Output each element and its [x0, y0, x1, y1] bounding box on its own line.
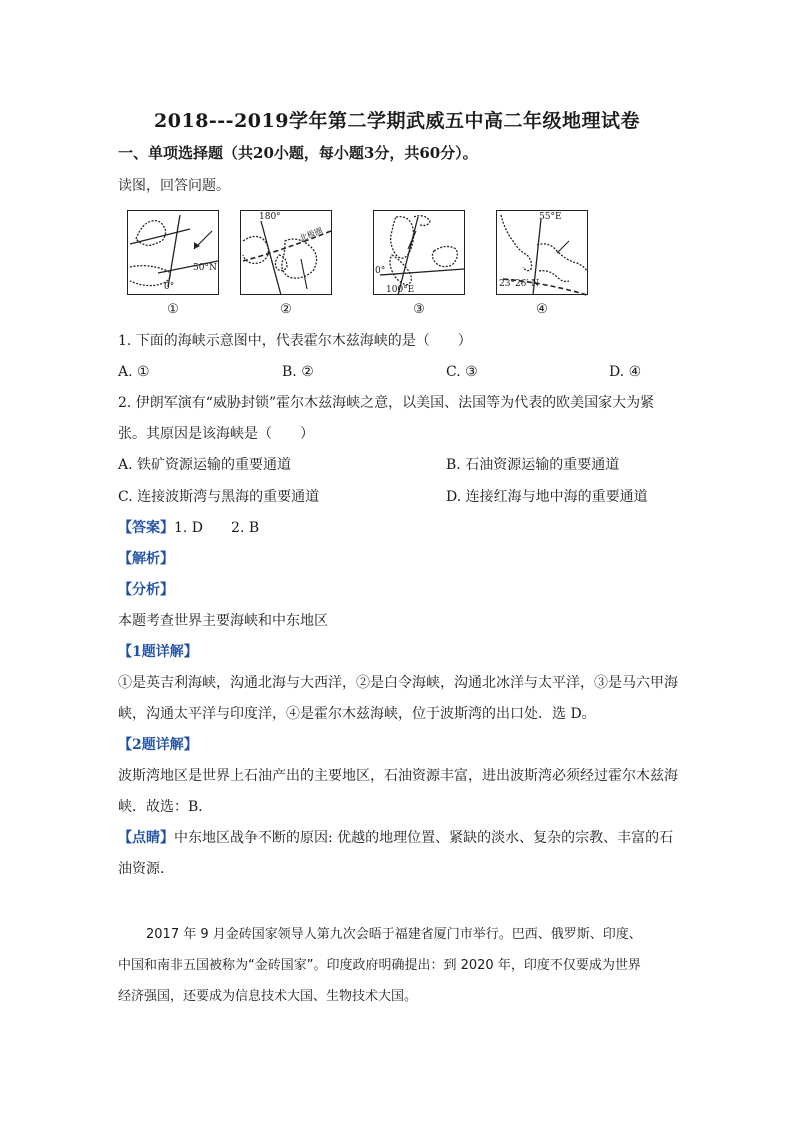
q1-option-a: A. ①: [118, 364, 150, 380]
map-3-malacca-strait: [373, 210, 465, 295]
map-1-lat: 50°N: [193, 263, 217, 273]
dianjing-label: 【点睛】: [118, 830, 174, 846]
detail1-label: 【1题详解】: [118, 644, 198, 660]
q1-option-b: B. ②: [282, 364, 314, 380]
answer-line: [118, 518, 259, 538]
analysis-label: 【解析】: [118, 551, 174, 567]
map-3-label: ③: [413, 302, 425, 317]
dianjing-line1: [118, 828, 673, 848]
q2-option-b: B. 石油资源运输的重要通道: [446, 457, 620, 473]
map-4-hormuz-strait: [496, 210, 588, 295]
passage-line3: 经济强国，还要成为信息技术大国、生物技术大国。: [118, 989, 418, 1004]
intro-text: 读图，回答问题。: [118, 178, 230, 194]
q2-option-a: A. 铁矿资源运输的重要通道: [118, 457, 292, 473]
q2-stem-line1: 2. 伊朗军演有“威胁封锁”霍尔木兹海峡之意，以美国、法国等为代表的欧美国家大为紧: [118, 395, 655, 411]
strait-maps: [127, 210, 602, 320]
q1-option-d: D. ④: [609, 364, 642, 380]
q1-stem: 1. 下面的海峡示意图中，代表霍尔木兹海峡的是（ ）: [118, 333, 472, 349]
q2-option-c: C. 连接波斯湾与黑海的重要通道: [118, 489, 320, 505]
passage-line2: 中国和南非五国被称为“金砖国家”。印度政府明确提出：到 2020 年，印度不仅要成为世界: [118, 958, 641, 973]
map-4-label: ④: [536, 302, 548, 317]
fenxi-label: 【分析】: [118, 582, 174, 598]
map-1-english-channel: [127, 210, 219, 295]
answer-label: 【答案】: [118, 520, 174, 536]
detail2-label: 【2题详解】: [118, 737, 198, 753]
dianjing-text: 中东地区战争不断的原因: 优越的地理位置、紧缺的淡水、复杂的宗教、丰富的石: [174, 830, 674, 846]
q2-stem-line2: 张。其原因是该海峡是（ ）: [118, 426, 314, 442]
detail1-line2: 峡，沟通太平洋与印度洋，④是霍尔木兹海峡，位于波斯湾的出口处．选 D。: [118, 706, 596, 722]
exam-title: 2018---2019学年第二学期武威五中高二年级地理试卷: [154, 110, 640, 132]
map-1-lon: 0°: [164, 282, 175, 292]
dianjing-line2: 油资源．: [118, 861, 174, 877]
map-2-label: ②: [280, 302, 292, 317]
answer-text: 1. D 2. B: [174, 520, 260, 536]
q2-option-d: D. 连接红海与地中海的重要通道: [446, 489, 648, 505]
map-2-circle-label: 北极圈: [298, 225, 324, 244]
map-1-label: ①: [167, 302, 179, 317]
detail2-line1: 波斯湾地区是世界上石油产出的主要地区，石油资源丰富，进出波斯湾必须经过霍尔木兹海: [118, 768, 678, 784]
map-2-bering-strait: [240, 210, 332, 295]
detail1-line1: ①是英吉利海峡，沟通北海与大西洋，②是白令海峡，沟通北冰洋与太平洋，③是马六甲海: [118, 675, 678, 691]
map-2-lon: 180°: [259, 212, 281, 222]
map-4-lat: 23°26′ N: [499, 279, 540, 289]
map-3-lat: 0°: [375, 266, 386, 276]
q1-option-c: C. ③: [446, 364, 478, 380]
passage-line1: 2017 年 9 月金砖国家领导人第九次会晤于福建省厦门市举行。巴西、俄罗斯、印度、: [146, 927, 642, 942]
map-4-lon: 55°E: [539, 212, 562, 222]
section-heading: 一、单项选择题（共20小题，每小题3分，共60分）。: [118, 144, 478, 162]
map-3-lon: 100°E: [386, 285, 415, 295]
detail2-line2: 峡．故选：B．: [118, 799, 213, 815]
fenxi-text: 本题考查世界主要海峡和中东地区: [118, 613, 328, 629]
